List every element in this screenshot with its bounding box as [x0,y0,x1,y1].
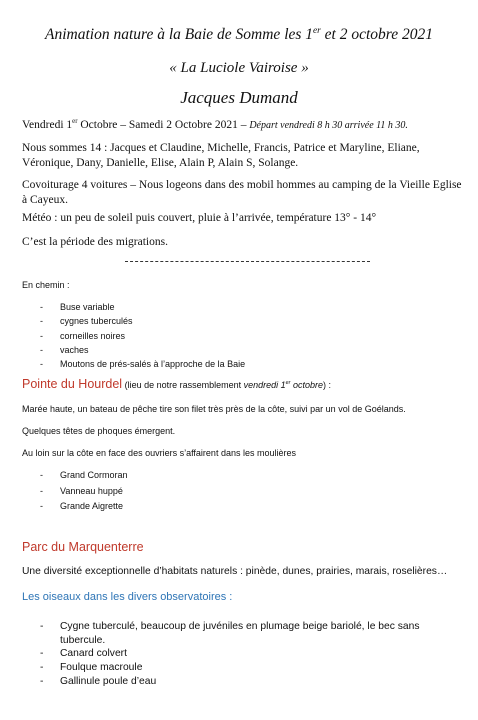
list-item-text: Buse variable [60,302,115,312]
hourdel-note-month: octobre [290,380,323,390]
list-item [40,468,478,484]
title-superscript: er [313,25,321,36]
dash-marker: - [40,675,44,687]
list-item [40,499,478,515]
list-item [40,357,478,371]
dates-main: Octobre – Samedi 2 Octobre 2021 – [77,119,250,131]
list-item [40,314,478,328]
list-item [40,620,440,647]
list-item-text: corneilles noires [60,330,126,341]
en-chemin-label: En chemin : [22,280,70,290]
list-item-text: Cygne tuberculé, beaucoup de juvéniles en plumage beige bariolé, le bec sans tubercule. [60,621,420,646]
list-item-text: vaches [60,344,89,355]
departure-info: Départ vendredi 8 h 30 arrivée 11 h 30. [249,120,408,131]
observatoires-subheading: Les oiseaux dans les divers observatoires : [22,591,233,603]
dash-marker: - [40,648,44,660]
dates-superscript: er [72,118,78,126]
title-text: Animation nature à la Baie de Somme les 1 [44,26,314,43]
carpool-paragraph: Covoiturage 4 voitures – Nous logeons dans des mobil hommes au camping de la Vieille Eglise à Cayeux. [22,179,462,206]
hourdel-note-end: ) : [323,380,331,390]
list-item [40,329,478,343]
hourdel-note-superscript: er [285,380,291,386]
weather-paragraph: Météo : un peu de soleil puis couvert, pluie à l’arrivée, température 13° - 14° [22,212,377,224]
dash-marker: - [40,501,43,511]
title-text-end: et 2 octobre 2021 [320,26,434,43]
list-item-text: Canard colvert [60,648,127,660]
dashed-separator [125,261,370,262]
list-item [40,675,440,689]
list-item [40,661,440,675]
list-item [40,300,478,314]
participants-paragraph: Nous sommes 14 : Jacques et Claudine, Michelle, Francis, Patrice et Maryline, Eliane, Véronique, Dany, Danielle, Elise, Alain P, Alain S, Solange. [22,142,420,169]
list-item [40,484,478,500]
club-name: « La Luciole Vairoise » [169,60,309,76]
dash-marker: - [40,330,43,341]
dash-marker: - [40,470,43,480]
list-item-text: Moutons de prés-salés à l’approche de la Baie [60,359,246,370]
hourdel-heading: Pointe du Hourdel [22,377,123,391]
list-item-text: Grand Cormoran [60,470,128,480]
migration-paragraph: C’est la période des migrations. [22,236,168,248]
dates-pre: Vendredi 1 [22,119,73,131]
list-item [40,343,478,357]
document-title [0,26,478,44]
marquenterre-habitats: Une diversité exceptionnelle d’habitats naturels : pinède, dunes, prairies, marais, roselières… [22,566,448,577]
dash-marker: - [40,316,43,327]
hourdel-note: (lieu de notre rassemblement [122,380,244,390]
list-item-text: cygnes tuberculés [60,316,133,327]
list-item-text: Foulque macroule [60,662,143,674]
author-name: Jacques Dumand [180,88,298,107]
dash-marker: - [40,302,43,312]
list-item-text: Vanneau huppé [60,485,123,496]
hourdel-note-date: vendredi 1 [243,380,286,390]
dash-marker: - [40,359,43,370]
hourdel-list [40,468,478,515]
marquenterre-heading: Parc du Marquenterre [22,540,144,554]
hourdel-paragraph-seals: Quelques têtes de phoques émergent. [22,426,176,436]
list-item [40,647,440,661]
list-item-text: Gallinule poule d’eau [60,675,157,687]
hourdel-paragraph-workers: Au loin sur la côte en face des ouvriers s’affairent dans les moulières [22,448,296,458]
dash-marker: - [40,662,44,674]
dash-marker: - [40,344,43,355]
list-item-text: Grande Aigrette [60,501,124,511]
dash-marker: - [40,621,44,632]
dash-marker: - [40,485,43,496]
hourdel-paragraph-boat: Marée haute, un bateau de pêche tire son filet très près de la côte, suivi par un vol de Goélands. [22,404,406,414]
dates-line [22,118,462,133]
hourdel-heading-line [22,377,331,391]
marquenterre-list [40,620,440,689]
en-chemin-list [40,300,478,371]
